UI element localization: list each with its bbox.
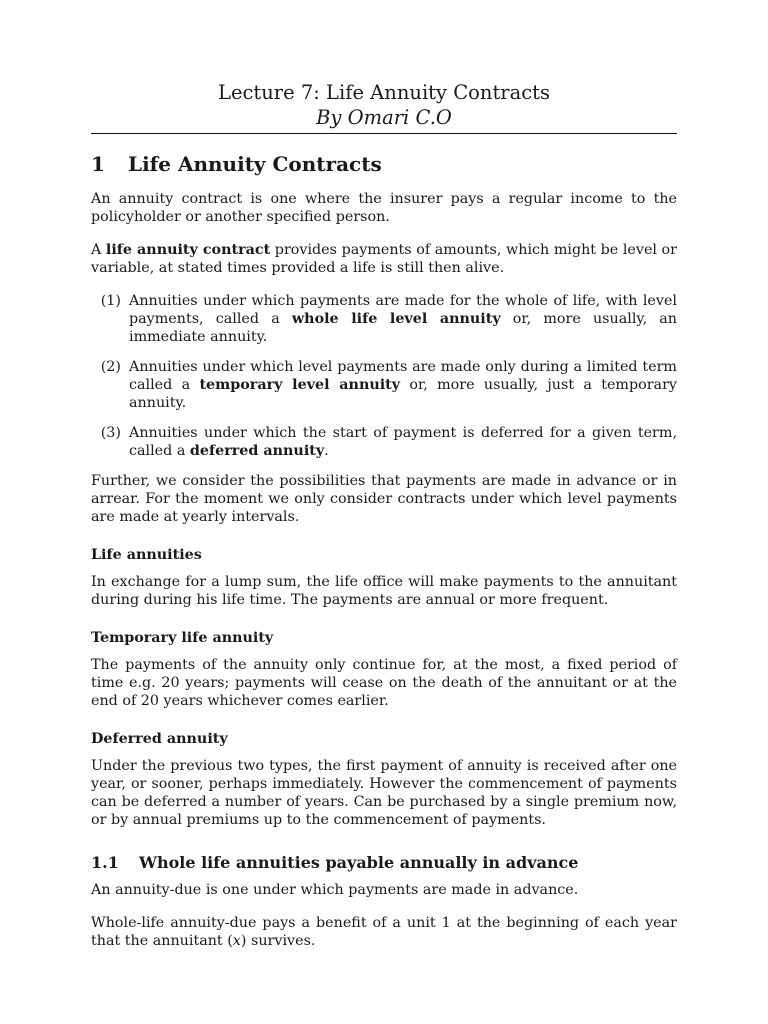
deferred-annuity-paragraph: Under the previous two types, the first payment of annuity is received after one year, or sooner, perhaps immediately. However the commencement of payments can be deferred a number of years. Can be purchased by a single premium now, or by annual premiums up to the commencement of payments.: [91, 758, 677, 828]
section-title: Life Annuity Contracts: [128, 152, 382, 176]
document-author: By Omari C.O: [316, 106, 452, 129]
bold-term: life annuity contract: [105, 242, 271, 258]
list-item-text: [129, 358, 677, 412]
item-text: Annuities under which payments are made for the whole of life, with level payments, called a: [129, 293, 677, 327]
life-annuities-heading: Life annuities: [91, 547, 202, 563]
list-item: [91, 358, 677, 412]
further-paragraph: Further, we consider the possibilities that payments are made in advance or in arrear. For the moment we only consider contracts under which level payments are made at yearly intervals.: [91, 473, 677, 525]
bold-term: deferred annuity: [189, 443, 325, 459]
bold-term: whole life level annuity: [291, 311, 501, 327]
item-text: Annuities under which the start of payment is deferred for a given term, called a: [129, 425, 677, 459]
item-text: .: [324, 443, 329, 459]
list-item: [91, 292, 677, 346]
list-marker: (1): [100, 293, 121, 309]
item-text: or, more usually, just a temporary annuity.: [129, 377, 677, 411]
section-1-heading: [91, 152, 677, 176]
list-item-text: [129, 292, 677, 346]
title-rule: [91, 133, 677, 134]
deferred-annuity-heading: Deferred annuity: [91, 731, 228, 747]
math-variable: x: [232, 933, 241, 949]
life-annuities-paragraph: In exchange for a lump sum, the life office will make payments to the annuitant during during his life time. The payments are annual or more frequent.: [91, 574, 677, 608]
subsection-number: 1.1: [91, 853, 119, 872]
list-item-text: [129, 424, 677, 460]
list-item: [91, 424, 677, 460]
list-marker: (2): [100, 359, 121, 375]
page-content: [91, 80, 677, 965]
life-annuity-contract-paragraph: [91, 241, 677, 277]
paragraph-text: A: [91, 242, 106, 258]
temporary-annuity-paragraph: The payments of the annuity only continue for, at the most, a fixed period of time e.g. 20 years; payments will cease on the death of the annuitant or at the end of 20 years whichever comes earlier.: [91, 657, 677, 709]
section-1-1-heading: [91, 853, 677, 873]
paragraph-text: provides payments of amounts, which might be level or variable, at stated times provided a life is still then alive.: [91, 242, 678, 276]
item-text: Annuities under which level payments are made only during a limited term called a: [129, 359, 677, 393]
whole-life-annuity-due-paragraph: [91, 914, 677, 950]
intro-paragraph: An annuity contract is one where the insurer pays a regular income to the policyholder or another specified person.: [91, 191, 677, 225]
subsection-title: Whole life annuities payable annually in advance: [139, 853, 579, 872]
item-text: or, more usually, an immediate annuity.: [129, 311, 677, 345]
annuity-due-paragraph: An annuity-due is one under which payments are made in advance.: [91, 882, 579, 898]
paragraph-text: ) survives.: [240, 933, 316, 949]
bold-term: temporary level annuity: [199, 377, 401, 393]
document-title: Lecture 7: Life Annuity Contracts: [218, 81, 550, 104]
list-marker: (3): [100, 425, 121, 441]
temporary-annuity-heading: Temporary life annuity: [91, 630, 274, 646]
annuity-types-list: [91, 292, 677, 460]
section-number: 1: [91, 152, 105, 176]
paragraph-text: Whole-life annuity-due pays a benefit of a unit 1 at the beginning of each year that the annuitant (: [91, 915, 677, 949]
